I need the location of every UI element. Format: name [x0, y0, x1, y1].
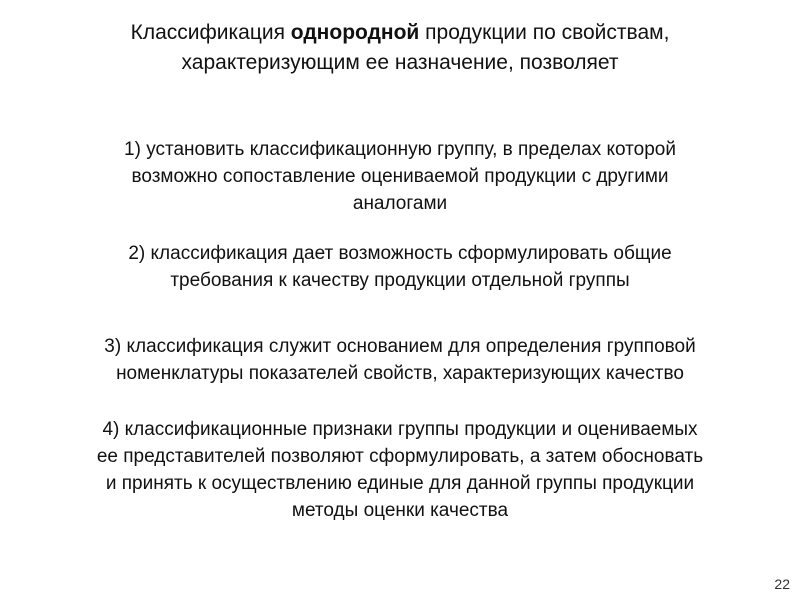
list-item-3-line-1: 3) классификация служит основанием для определения групповой	[104, 336, 696, 357]
list-item-4-line-1: 4) классификационные признаки группы продукции и оцениваемых	[102, 419, 698, 440]
list-item-3-line-2: номенклатуры показателей свойств, характеризующих качество	[116, 363, 684, 384]
list-item-1-line-1: 1) установить классификационную группу, в пределах которой	[124, 139, 676, 160]
list-item-4-line-2: ее представителей позволяют сформулировать, а затем обосновать	[96, 446, 704, 467]
page-number: 22	[774, 576, 790, 592]
list-item-4	[40, 416, 760, 524]
slide-title-line-1	[40, 18, 760, 48]
list-item-2-line-1: 2) классификация дает возможность сформулировать общие	[128, 243, 672, 264]
title-emphasis: однородной	[290, 21, 420, 44]
list-item-4-line-3: и принять к осуществлению единые для данной группы продукции	[105, 473, 695, 494]
list-item-2	[40, 240, 760, 294]
list-item-1-line-3: аналогами	[352, 193, 448, 214]
list-item-1	[40, 136, 760, 217]
title-text-part2: продукции по свойствам,	[419, 21, 670, 44]
list-item-4-line-4: методы оценки качества	[291, 500, 509, 521]
slide-title	[40, 18, 760, 78]
list-item-3	[40, 333, 760, 387]
list-item-2-line-2: требования к качеству продукции отдельной группы	[170, 270, 630, 291]
title-text-part1: Классификация	[130, 21, 291, 44]
slide-title-line-2: характеризующим ее назначение, позволяет	[181, 51, 619, 74]
list-item-1-line-2: возможно сопоставление оцениваемой продукции с другими	[131, 166, 669, 187]
